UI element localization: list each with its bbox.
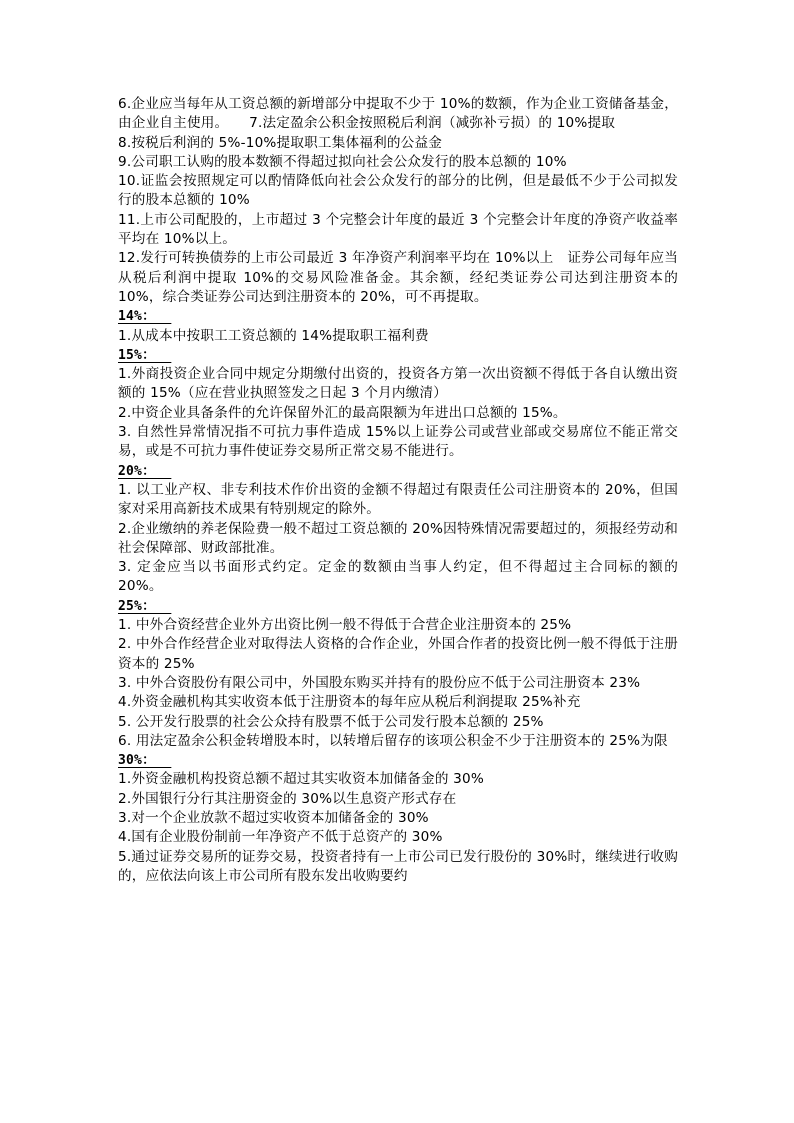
paragraph-item-8: 8.按税后利润的 5%-10%提取职工集体福利的公益金 <box>118 134 443 151</box>
paragraph-15-item-2: 2.中资企业具备条件的允许保留外汇的最高限额为年进出口总额的 15%。 <box>118 404 567 421</box>
section-heading-30: 30%： <box>118 753 172 769</box>
paragraph-15-item-1: 1.外商投资企业合同中规定分期缴付出资的，投资各方第一次出资额不得低于各自认缴出资额的 15%（应在营业执照签发之日起 3 个月内缴清） <box>118 366 678 402</box>
paragraph-15-item-3: 3. 自然性异常情况指不可抗力事件造成 15%以上证券公司或营业部或交易席位不能正常交易，或是不可抗力事件使证券交易所正常交易不能进行。 <box>118 424 678 460</box>
paragraph-30-item-5: 5.通过证券交易所的证券交易，投资者持有一上市公司已发行股份的 30%时，继续进行收购的，应依法向该上市公司所有股东发出收购要约 <box>118 848 678 884</box>
paragraph-25-item-2: 2. 中外合作经营企业对取得法人资格的合作企业，外国合作者的投资比例一般不得低于注册资本的 25% <box>118 636 678 672</box>
paragraph-30-item-3: 3.对一个企业放款不超过实收资本加储备金的 30% <box>118 809 429 826</box>
paragraph-25-item-6: 6. 用法定盈余公积金转增股本时，以转增后留存的该项公积金不少于注册资本的 25%为限 <box>118 732 668 749</box>
section-heading-20: 20%： <box>118 463 172 479</box>
paragraph-30-item-2: 2.外国银行分行其注册资金的 30%以生息资产形式存在 <box>118 790 457 807</box>
section-heading-14: 14%： <box>118 309 172 325</box>
paragraph-14-item-1: 1.从成本中按职工工资总额的 14%提取职工福利费 <box>118 327 429 344</box>
paragraph-20-item-2: 2.企业缴纳的养老保险费一般不超过工资总额的 20%因特殊情况需要超过的，须报经劳动和社会保障部、财政部批准。 <box>118 520 678 556</box>
paragraph-20-item-1: 1. 以工业产权、非专利技术作价出资的金额不得超过有限责任公司注册资本的 20%，但国家对采用高新技术成果有特别规定的除外。 <box>118 481 678 518</box>
paragraph-item-10: 10.证监会按照规定可以酌情降低向社会公众发行的部分的比例，但是最低不少于公司拟发行的股本总额的 10% <box>118 173 678 209</box>
paragraph-item-9: 9.公司职工认购的股本数额不得超过拟向社会公众发行的股本总额的 10% <box>118 153 567 170</box>
document-page <box>118 95 678 886</box>
section-heading-15: 15%： <box>118 347 172 363</box>
paragraph-25-item-1: 1. 中外合资经营企业外方出资比例一般不得低于合营企业注册资本的 25% <box>118 617 572 634</box>
paragraph-25-item-4: 4.外资金融机构其实收资本低于注册资本的每年应从税后利润提取 25%补充 <box>118 694 581 711</box>
paragraph-25-item-3: 3. 中外合资股份有限公司中，外国股东购买并持有的股份应不低于公司注册资本 23% <box>118 674 641 691</box>
paragraph-item-11: 11.上市公司配股的，上市超过 3 个完整会计年度的最近 3 个完整会计年度的净资产收益率平均在 10%以上。 <box>118 211 678 248</box>
paragraph-20-item-3: 3. 定金应当以书面形式约定。定金的数额由当事人约定，但不得超过主合同标的额的 20%。 <box>118 559 678 595</box>
paragraph-25-item-5: 5. 公开发行股票的社会公众持有股票不低于公司发行股本总额的 25% <box>118 713 544 730</box>
paragraph-item-6-7: 6.企业应当每年从工资总额的新增部分中提取不少于 10%的数额，作为企业工资储备基金，由企业自主使用。 7.法定盈余公积金按照税后利润（减弥补亏损）的 10%提取 <box>118 96 678 132</box>
paragraph-30-item-1: 1.外资金融机构投资总额不超过其实收资本加储备金的 30% <box>118 771 484 788</box>
section-heading-25: 25%： <box>118 598 172 614</box>
paragraph-30-item-4: 4.国有企业股份制前一年净资产不低于总资产的 30% <box>118 829 443 846</box>
paragraph-item-12: 12.发行可转换债券的上市公司最近 3 年净资产利润率平均在 10%以上 证券公司每年应当从税后利润中提取 10%的交易风险准备金。其余额，经纪类证券公司达到注册资本的 10%，综合类证券公司达到注册资本的 20%，可不再提取。 <box>118 250 678 305</box>
